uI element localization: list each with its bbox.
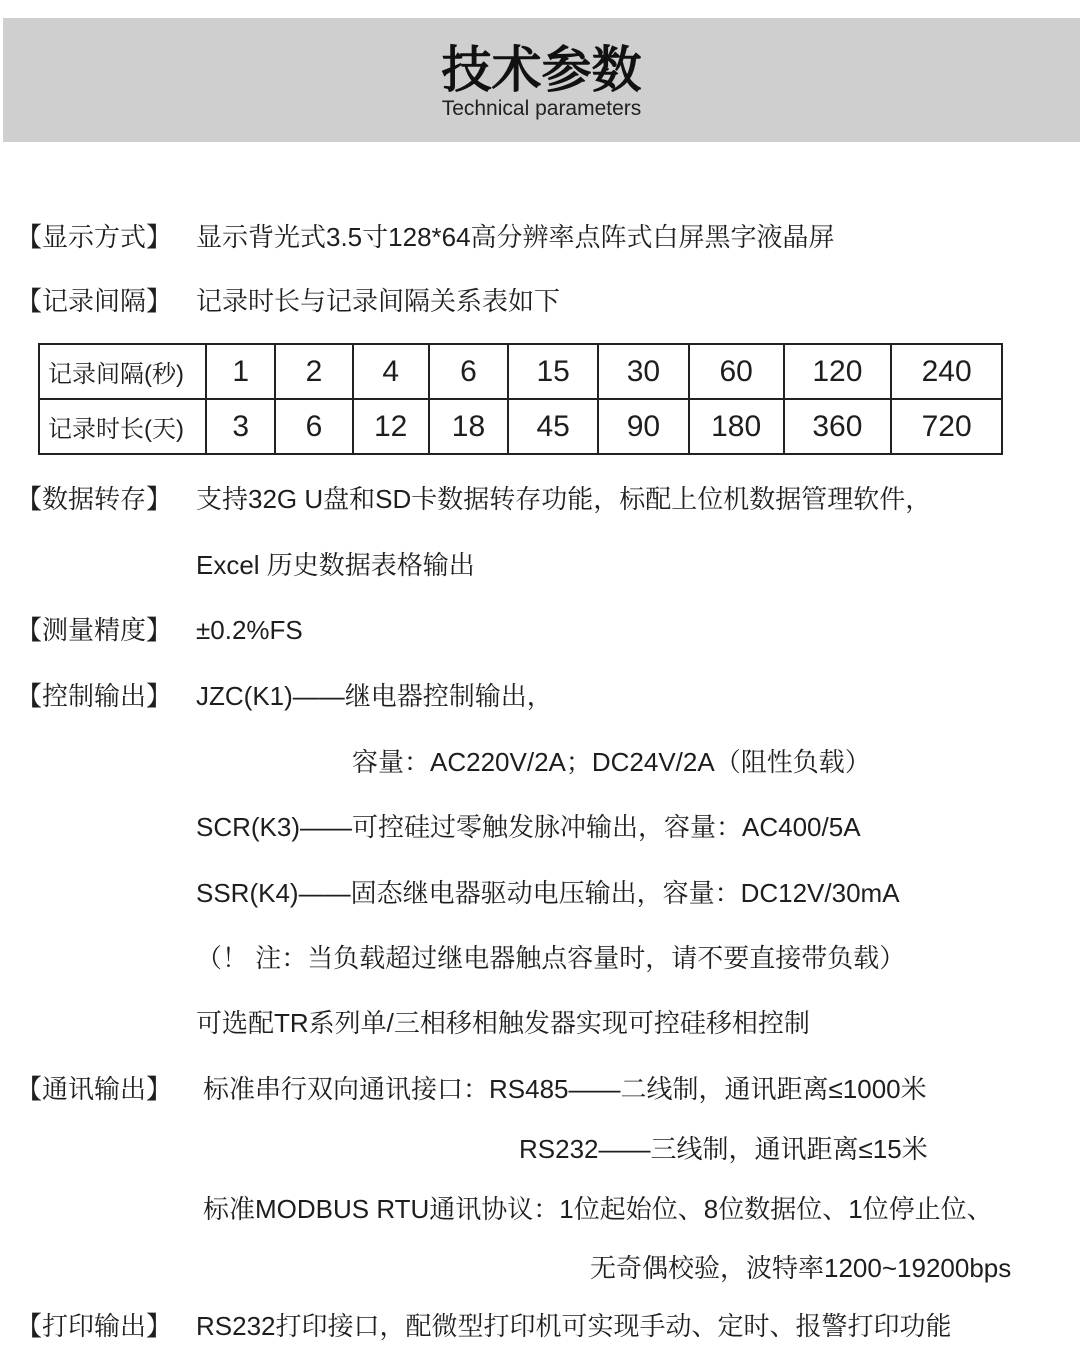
table-cell: 3 [206, 399, 275, 454]
display-label: 【显示方式】 [16, 222, 173, 252]
storage-line: 支持32G U盘和SD卡数据转存功能，标配上位机数据管理软件， [196, 484, 932, 514]
record-text: 记录时长与记录间隔关系表如下 [196, 286, 561, 316]
record-label: 【记录间隔】 [16, 286, 173, 316]
table-cell: 180 [689, 399, 784, 454]
table-cell: 90 [598, 399, 689, 454]
comm-line: RS232——三线制，通讯距离≤15米 [519, 1134, 928, 1164]
table-row [39, 344, 1002, 399]
accuracy-text: ±0.2%FS [196, 615, 303, 645]
table-cell: 720 [891, 399, 1002, 454]
table-cell: 240 [891, 344, 1002, 399]
comm-line: 标准MODBUS RTU通讯协议：1位起始位、8位数据位、1位停止位、 [203, 1194, 993, 1224]
print-text: RS232打印接口，配微型打印机可实现手动、定时、报警打印功能 [196, 1311, 952, 1341]
table-cell: 6 [275, 399, 353, 454]
accuracy-label: 【测量精度】 [16, 615, 173, 645]
row-header: 记录间隔(秒) [39, 344, 206, 399]
comm-line: 无奇偶校验，波特率1200~19200bps [590, 1253, 1012, 1283]
table-cell: 12 [353, 399, 429, 454]
control-line: JZC(K1)——继电器控制输出， [196, 681, 553, 711]
control-line: 可选配TR系列单/三相移相触发器实现可控硅移相控制 [196, 1008, 810, 1038]
table-cell: 6 [429, 344, 509, 399]
control-line: 容量：AC220V/2A；DC24V/2A（阻性负载） [352, 747, 871, 777]
control-note: （！ 注：当负载超过继电器触点容量时，请不要直接带负载） [196, 943, 906, 973]
table-row [39, 399, 1002, 454]
control-line: SSR(K4)——固态继电器驱动电压输出，容量：DC12V/30mA [196, 878, 900, 908]
table-cell: 30 [598, 344, 689, 399]
control-line: SCR(K3)——可控硅过零触发脉冲输出，容量：AC400/5A [196, 812, 861, 842]
storage-line: Excel 历史数据表格输出 [196, 550, 475, 580]
control-label: 【控制输出】 [16, 681, 173, 711]
print-label: 【打印输出】 [16, 1311, 173, 1341]
page-title: 技术参数 [441, 42, 642, 98]
table-cell: 15 [508, 344, 598, 399]
comm-label: 【通讯输出】 [16, 1074, 173, 1104]
comm-line: 标准串行双向通讯接口：RS485——二线制，通讯距离≤1000米 [203, 1074, 927, 1104]
storage-label: 【数据转存】 [16, 484, 173, 514]
page-subtitle: Technical parameters [441, 97, 642, 120]
table-cell: 1 [206, 344, 275, 399]
table-cell: 45 [508, 399, 598, 454]
header-banner [3, 18, 1080, 142]
table-cell: 18 [429, 399, 509, 454]
record-table [38, 343, 1003, 455]
row-header: 记录时长(天) [39, 399, 206, 454]
table-cell: 60 [689, 344, 784, 399]
display-text: 显示背光式3.5寸128*64高分辨率点阵式白屏黑字液晶屏 [196, 222, 835, 252]
table-cell: 4 [353, 344, 429, 399]
table-cell: 2 [275, 344, 353, 399]
table-cell: 120 [784, 344, 892, 399]
table-cell: 360 [784, 399, 892, 454]
